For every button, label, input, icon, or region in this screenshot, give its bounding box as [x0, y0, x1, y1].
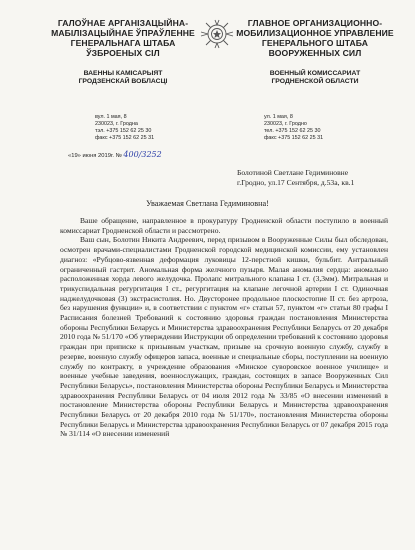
- outgoing-number: 400/3252: [123, 150, 162, 159]
- outgoing-date-rest: июня 2019г. №: [80, 153, 124, 159]
- salutation: Уважаемая Светлана Гедиминовна!: [146, 199, 269, 208]
- dept-name-by: ВАЕННЫ КАМІСАРЫЯТ ГРОДЗЕНСКАЙ ВОБЛАСЦІ: [78, 70, 168, 85]
- recipient-address: Болотиной Светлане Гедиминовне г.Гродно, ул.17 Сентября, д.53а, кв.1: [237, 168, 355, 187]
- outgoing-date: «19»: [68, 153, 81, 159]
- letter-body: [60, 216, 388, 439]
- address-ru: ул. 1 мая, 8 230023, г. Гродно тел. +375 152 62 25 30 факс +375 152 62 25 31: [264, 114, 324, 141]
- body-paragraph: Ваше обращение, направленное в прокуратуру Гродненской области поступило в военный комиссариат Гродненской области и рассмотрено.: [60, 216, 388, 235]
- org-name-ru: ГЛАВНОЕ ОРГАНИЗАЦИОННО- МОБИЛИЗАЦИОННОЕ УПРАВЛЕНИЕ ГЕНЕРАЛЬНОГО ШТАБА ВООРУЖЕННЫХ СИЛ: [236, 18, 394, 58]
- header-russian: [230, 18, 400, 86]
- header-belarusian: [38, 18, 208, 86]
- outgoing-number-line: [68, 150, 162, 159]
- address-by: вул. 1 мая, 8 230023, г. Гродна тэл. +375 152 62 25 30 факс +375 152 62 25 31: [95, 114, 155, 141]
- dept-name-ru: ВОЕННЫЙ КОМИССАРИАТ ГРОДНЕНСКОЙ ОБЛАСТИ: [269, 70, 361, 85]
- body-paragraph: Ваш сын, Болотин Никита Андреевич, перед призывом в Вооруженные Силы был обследован, осмотрен врачами-специалистами Гродненской городской медицинской комиссии, ему установлен диагноз: «Рубцово-язвенная деформация луковицы 12-перстной кишки, бульбит. Антральный ограниченный гастрит. Аномальная форма желчного пузыря. Малая аномалия сердца: аномально расположенная хорда левого желудочка. Пролапс митрального клапана I ст. (3,3мм). Митральная и трикуспидальная регургитация I ст., регургитация на клапане легочной артерии I ст. Одиночная наджелудочковая (3) экстрасистолия. Но. Двусторонее продольное плоскостопие II ст. без артроза, без нарушения функции» и, в соответствии с пунктом «г» статьи 57, пунктом «г» статьи 80 графы I Расписания болезней Требований к состоянию здоровья граждан постановления Министерства обороны Республики Беларусь и Министерства здравоохранения Республики Беларусь от 20 декабря 2010 года № 51/170 «Об утверждении Инструкции об определении требований к состоянию здоровья граждан при приписке к призывным участкам, призыве на срочную военную службу, службу в резерве, военную службу офицеров запаса, военные и специальные сборы, поступлении на военную службу по контракту, в учреждение образования «Минское суворовское военное училище» и военные учебные заведения, военнослужащих, граждан, состоящих в запасе Вооруженных Сил Республики Беларусь», постановления Министерства обороны Республики Беларусь и Министерства здравоохранения Республики Беларусь от 04 июля 2012 года № 33/85 «О внесении изменений в постановление Министерства обороны Республики Беларусь и Министерства здравоохранения Республики Беларусь от 20 декабря 2010 года № 51/170», постановления Министерства обороны Республики Беларусь и Министерства здравоохранения Республики Беларусь от 07 декабря 2015 года № 31/114 «О внесении изменений: [60, 235, 388, 439]
- emblem-icon: [200, 19, 234, 49]
- org-name-by: ГАЛОЎНАЕ АРГАНІЗАЦЫЙНА- МАБІЛІЗАЦЫЙНАЕ ЎПРАЎЛЕННЕ ГЕНЕРАЛЬНАГА ШТАБА ЎЗБРОЕНЫХ СІЛ: [51, 18, 195, 58]
